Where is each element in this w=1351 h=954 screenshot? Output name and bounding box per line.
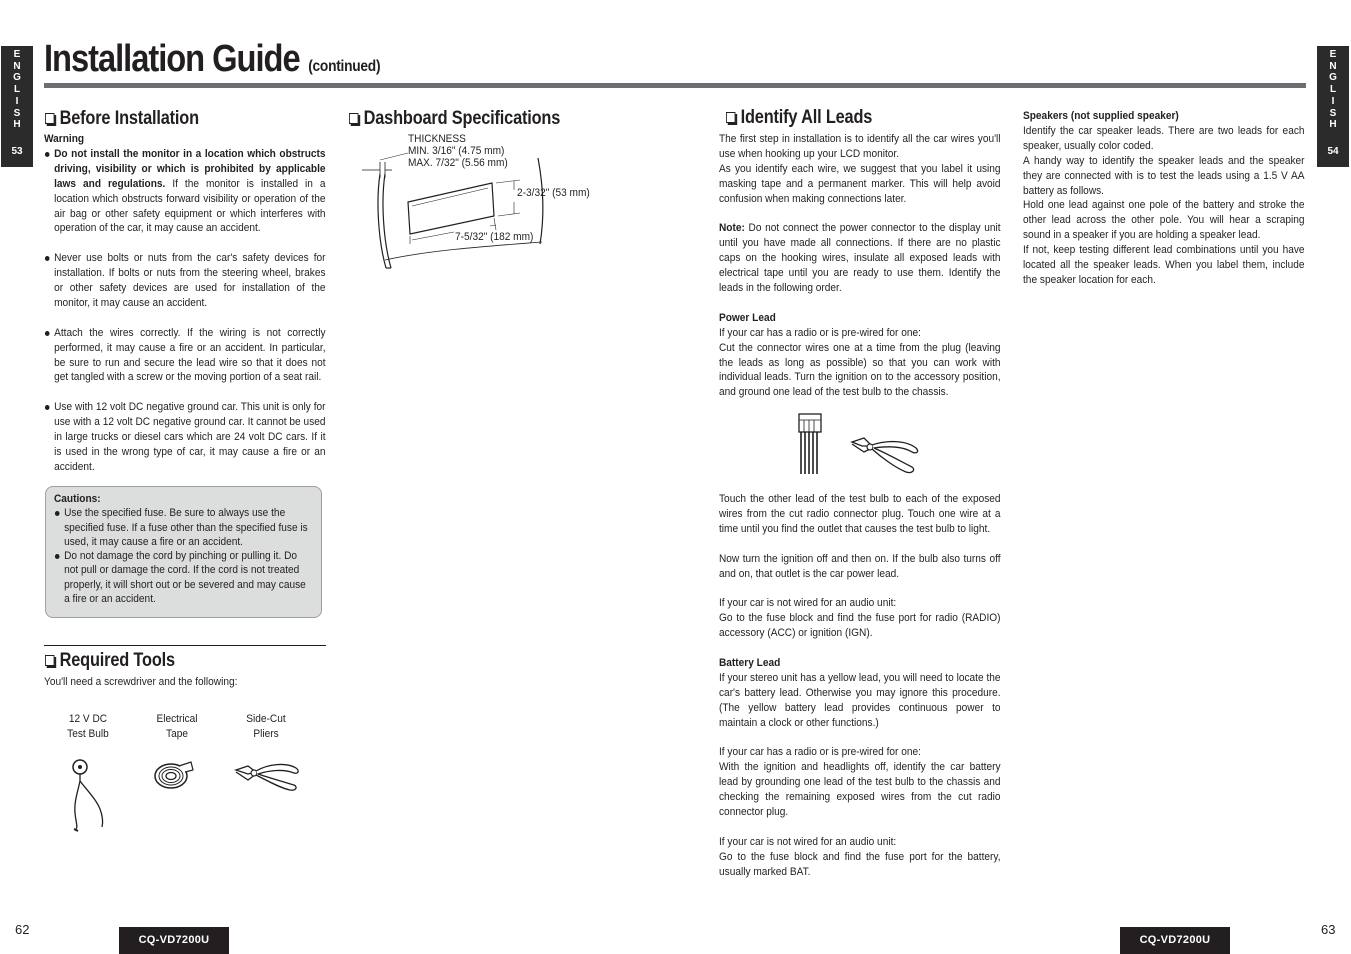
- tab-letter: N: [1329, 60, 1337, 72]
- warning-item: Never use bolts or nuts from the car's safety devices for installation. If bolts or nuts from the steering wheel, brakes or other safety devices are used for installation of the monitor, it may cause an accident.: [44, 251, 326, 311]
- tool-label: [51, 712, 125, 742]
- tab-letter: L: [1329, 84, 1337, 96]
- height-dimension: 2-3/32" (53 mm): [517, 187, 590, 199]
- tab-letter: H: [13, 119, 21, 131]
- paragraph: Identify the car speaker leads. There are two leads for each speaker, usually color coded.: [1023, 124, 1305, 152]
- tab-letter: E: [1329, 49, 1337, 60]
- warning-item-bold: Do not install the monitor in a location which obstructs driving, visibility or which is prohibited by applicable laws and regulations.: [54, 147, 326, 190]
- tool-label-line: 12 V DC: [68, 713, 108, 725]
- tool-label-line: Test Bulb: [67, 728, 109, 740]
- tab-letter: G: [13, 72, 21, 84]
- title-text: Installation Guide: [44, 38, 300, 80]
- pliers-icon: [850, 434, 922, 476]
- note-label: Note:: [719, 222, 745, 235]
- test-bulb-icon: [66, 757, 110, 833]
- paragraph: If your car has a radio or is pre-wired for one:: [719, 326, 921, 339]
- cautions-box: [45, 486, 322, 618]
- width-dimension: 7-5/32" (182 mm): [455, 231, 534, 243]
- page-number-right: 63: [1321, 922, 1336, 937]
- thickness-min: MIN. 3/16" (4.75 mm): [408, 145, 505, 157]
- tool-label: [229, 712, 303, 742]
- page-number-left: 62: [15, 922, 30, 937]
- model-badge-left: CQ-VD7200U: [119, 927, 229, 954]
- thickness-max: MAX. 7/32" (5.56 mm): [408, 157, 508, 169]
- language-tab-right: [1317, 46, 1349, 167]
- tab-letter: I: [15, 95, 19, 107]
- required-tools-heading: [45, 650, 175, 672]
- speakers-heading: Speakers (not supplied speaker): [1023, 110, 1179, 122]
- tab-letter: S: [13, 107, 21, 119]
- battery-lead-heading: Battery Lead: [719, 656, 781, 669]
- tool-label-line: Side-Cut: [246, 713, 286, 725]
- heading-text: Required Tools: [59, 650, 175, 671]
- power-lead-heading: Power Lead: [719, 311, 776, 324]
- model-badge-right: CQ-VD7200U: [1120, 927, 1230, 954]
- tool-label-line: Tape: [166, 728, 188, 740]
- cautions-body: [54, 492, 310, 606]
- paragraph: Go to the fuse block and find the fuse port for radio (RADIO) accessory (ACC) or ignition (IGN).: [719, 612, 1001, 640]
- tab-page-number: 53: [11, 146, 23, 157]
- paragraph: Touch the other lead of the test bulb to each of the exposed wires from the cut radio connector plug. Touch one wire at a time until you find the outlet that causes the test bulb to light.: [719, 493, 1001, 535]
- cautions-label: Cautions:: [54, 493, 101, 505]
- warning-item: Attach the wires correctly. If the wiring is not correctly performed, it may cause a fire or an accident. In particular, be sure to run and secure the lead wire so that it does not get tangled with a screw or the moving portion of a seat rail.: [44, 326, 326, 386]
- paragraph: If not, keep testing different lead combinations until you have located all the speaker leads. When you label them, include the speaker location for each.: [1023, 244, 1305, 286]
- paragraph: If your car is not wired for an audio unit:: [719, 597, 897, 610]
- language-letters: [1, 49, 33, 131]
- warning-label: Warning: [44, 133, 85, 145]
- note-text: Do not connect the power connector to the display unit until you have made all connections. If there are no plastic caps on the hooking wires, insulate all exposed leads with electrical tape until you are ready to use them. Identify the leads in the following order.: [719, 222, 1001, 295]
- section-divider: [44, 645, 326, 646]
- tab-letter: H: [1329, 119, 1337, 131]
- identify-leads-intro: [719, 132, 1001, 400]
- tool-label-line: Electrical: [156, 713, 198, 725]
- connector-plug-icon: [796, 412, 824, 476]
- tab-letter: N: [13, 60, 21, 72]
- dashboard-specifications-heading: [349, 108, 560, 130]
- caution-item: Use the specified fuse. Be sure to always use the specified fuse. If a fuse other than the specified fuse is used, it may cause a fire or an accident.: [54, 506, 310, 549]
- heading-text: Dashboard Specifications: [363, 108, 561, 129]
- warning-item: [44, 147, 326, 236]
- paragraph: As you identify each wire, we suggest that you label it using masking tape and a permanent marker. This will help avoid confusion when making connections later.: [719, 162, 1001, 205]
- pliers-icon: [234, 760, 302, 794]
- tab-letter: L: [13, 84, 21, 96]
- dashboard-diagram: [360, 150, 560, 275]
- paragraph: With the ignition and headlights off, identify the car battery lead by grounding one lead of the test bulb to the chassis and checking the remaining exposed wires from the cut radio connector plug.: [719, 761, 1001, 818]
- paragraph: Cut the connector wires one at a time from the plug (leaving the leads as long as possible) so that you can work with individual leads. Turn the ignition on to the accessory position, and ground one lead of the test bulb to the chassis.: [719, 341, 1001, 399]
- before-installation-body: [44, 132, 326, 475]
- tool-label: [140, 712, 214, 742]
- paragraph: If your stereo unit has a yellow lead, you will need to locate the car's battery lead. Otherwise you may ignore this procedure. (The yellow battery lead provides continuous power to maintain a clock or other functions.): [719, 671, 1001, 729]
- checkbox-bullet-icon: [726, 112, 735, 123]
- tab-page-number: 54: [1327, 146, 1339, 157]
- warning-item: Use with 12 volt DC negative ground car. This unit is only for use with a 12 volt DC negative ground car. It cannot be used in large trucks or diesel cars which are 24 volt DC cars. If it is used in the wrong type of car, it may cause a fire or an accident.: [44, 400, 326, 475]
- tab-letter: G: [1329, 72, 1337, 84]
- paragraph: If your car is not wired for an audio unit:: [719, 835, 897, 848]
- heading-text: Before Installation: [59, 108, 199, 129]
- speakers-section: [1023, 109, 1305, 288]
- checkbox-bullet-icon: [45, 655, 54, 666]
- tool-label-line: Pliers: [253, 728, 279, 740]
- paragraph: Go to the fuse block and find the fuse port for the battery, usually marked BAT.: [719, 850, 1001, 878]
- note-paragraph: [719, 221, 1001, 296]
- page-title: [44, 38, 380, 81]
- language-tab-left: [1, 46, 33, 167]
- paragraph: Now turn the ignition off and then on. If the bulb also turns off and on, that outlet is the car power lead.: [719, 552, 1001, 580]
- thickness-label: THICKNESS: [408, 133, 466, 145]
- identify-all-leads-heading: [726, 107, 872, 129]
- caution-item: Do not damage the cord by pinching or pulling it. Do not pull or damage the cord. If the cord is not treated properly, it will short out or be severed and may cause a fire or an accident.: [54, 549, 310, 606]
- heading-text: Identify All Leads: [740, 107, 873, 128]
- tab-letter: S: [1329, 107, 1337, 119]
- before-installation-heading: [45, 108, 199, 130]
- required-tools-intro: You'll need a screwdriver and the following:: [44, 676, 238, 688]
- identify-leads-continued: [719, 492, 1001, 879]
- title-rule: [44, 83, 1306, 88]
- tab-letter: E: [13, 49, 21, 60]
- language-letters: [1317, 49, 1349, 131]
- paragraph: If your car has a radio or is pre-wired for one:: [719, 746, 921, 759]
- paragraph: Hold one lead against one pole of the battery and stroke the other lead across the other pole. You will hear a scraping sound in a speaker if you are holding a speaker lead.: [1023, 199, 1305, 242]
- paragraph: A handy way to identify the speaker leads and the speaker they are connected with is to test the leads using a 1.5 V AA battery as follows.: [1023, 154, 1305, 197]
- title-subtitle: (continued): [308, 58, 381, 75]
- warning-item-text: If the monitor is installed in a location which obstructs forward visibility or operation of the air bag or other safety equipment or which interferes with operation of the car, it may cause an accident.: [54, 177, 326, 235]
- checkbox-bullet-icon: [45, 113, 54, 124]
- electrical-tape-icon: [153, 758, 197, 792]
- checkbox-bullet-icon: [349, 113, 358, 124]
- tab-letter: I: [1331, 95, 1335, 107]
- paragraph: The first step in installation is to identify all the car wires you'll use when hooking up your LCD monitor.: [719, 133, 1001, 160]
